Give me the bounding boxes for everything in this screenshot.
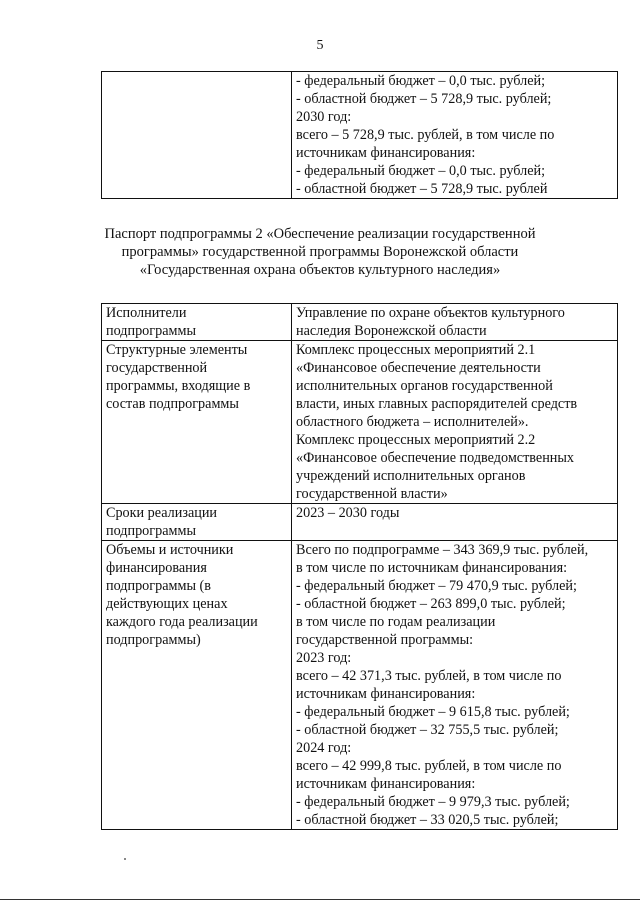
text-line: - областной бюджет – 5 728,9 тыс. рублей (296, 181, 548, 197)
label-line: Исполнители (106, 305, 187, 321)
scan-speck (124, 858, 126, 860)
value-line: - областной бюджет – 32 755,5 тыс. рублей; (296, 722, 559, 738)
heading-line: программы» государственной программы Воронежской области (121, 244, 519, 260)
value-line: областного бюджета – исполнителей». (296, 414, 529, 430)
label-line: подпрограммы) (106, 632, 201, 648)
continued-financing-table (101, 71, 618, 199)
label-line: действующих ценах (106, 596, 228, 612)
subprogram-passport-heading (0, 225, 640, 279)
label-line: Объемы и источники (106, 542, 234, 558)
value-line: источникам финансирования: (296, 686, 476, 702)
table-row-timeframe (102, 504, 618, 541)
table-row-executors (102, 304, 618, 341)
empty-label-cell (102, 72, 292, 199)
page-number: 5 (316, 38, 324, 53)
table-row (102, 72, 618, 199)
value-line: Комплекс процессных мероприятий 2.2 (296, 432, 536, 448)
value-line: 2024 год: (296, 740, 352, 756)
table-row-financing (102, 541, 618, 830)
value-line: 2023 год: (296, 650, 352, 666)
value-line: Управление по охране объектов культурного (296, 305, 565, 321)
label-line: подпрограммы (в (106, 578, 211, 594)
value-line: в том числе по источникам финансирования: (296, 560, 568, 576)
value-line: государственной программы: (296, 632, 474, 648)
value-line: всего – 42 999,8 тыс. рублей, в том числе по (296, 758, 562, 774)
label-cell (102, 341, 292, 504)
heading-line: Паспорт подпрограммы 2 «Обеспечение реализации государственной (104, 226, 536, 242)
value-line: в том числе по годам реализации (296, 614, 496, 630)
label-line: Сроки реализации (106, 505, 218, 521)
heading-line: «Государственная охрана объектов культурного наследия» (139, 262, 501, 278)
page-bottom-edge (0, 899, 640, 900)
table-row-structural-elements (102, 341, 618, 504)
value-line: - областной бюджет – 33 020,5 тыс. рублей; (296, 812, 559, 828)
label-line: государственной (106, 360, 208, 376)
label-line: финансирования (106, 560, 207, 576)
value-line: - федеральный бюджет – 9 979,3 тыс. рублей; (296, 794, 570, 810)
value-line: - областной бюджет – 263 899,0 тыс. рублей; (296, 596, 566, 612)
text-line: источникам финансирования: (296, 145, 476, 161)
label-cell (102, 541, 292, 830)
value-cell (292, 541, 618, 830)
value-line: Комплекс процессных мероприятий 2.1 (296, 342, 536, 358)
value-line: власти, иных главных распорядителей средств (296, 396, 578, 412)
value-line: Всего по подпрограмме – 343 369,9 тыс. рублей, (296, 542, 589, 558)
label-line: подпрограммы (106, 523, 196, 539)
value-cell (292, 304, 618, 341)
value-cell (292, 341, 618, 504)
value-line: учреждений исполнительных органов (296, 468, 526, 484)
label-line: состав подпрограммы (106, 396, 239, 412)
label-cell (102, 504, 292, 541)
text-line: - федеральный бюджет – 0,0 тыс. рублей; (296, 73, 546, 89)
value-line: «Финансовое обеспечение подведомственных (296, 450, 575, 466)
value-line: наследия Воронежской области (296, 323, 487, 339)
text-line: - федеральный бюджет – 0,0 тыс. рублей; (296, 163, 546, 179)
label-cell (102, 304, 292, 341)
value-line: 2023 – 2030 годы (296, 505, 400, 521)
text-line: всего – 5 728,9 тыс. рублей, в том числе по (296, 127, 555, 143)
text-line: 2030 год: (296, 109, 352, 125)
label-line: подпрограммы (106, 323, 196, 339)
value-line: всего – 42 371,3 тыс. рублей, в том числе по (296, 668, 562, 684)
value-line: «Финансовое обеспечение деятельности (296, 360, 541, 376)
subprogram-passport-table (101, 303, 618, 830)
value-cell (292, 504, 618, 541)
value-line: источникам финансирования: (296, 776, 476, 792)
financing-cell (292, 72, 618, 199)
label-line: каждого года реализации (106, 614, 258, 630)
value-line: государственной власти» (296, 486, 448, 502)
value-line: - федеральный бюджет – 9 615,8 тыс. рублей; (296, 704, 570, 720)
label-line: программы, входящие в (106, 378, 251, 394)
text-line: - областной бюджет – 5 728,9 тыс. рублей; (296, 91, 552, 107)
label-line: Структурные элементы (106, 342, 248, 358)
value-line: - федеральный бюджет – 79 470,9 тыс. рублей; (296, 578, 577, 594)
value-line: исполнительных органов государственной (296, 378, 553, 394)
